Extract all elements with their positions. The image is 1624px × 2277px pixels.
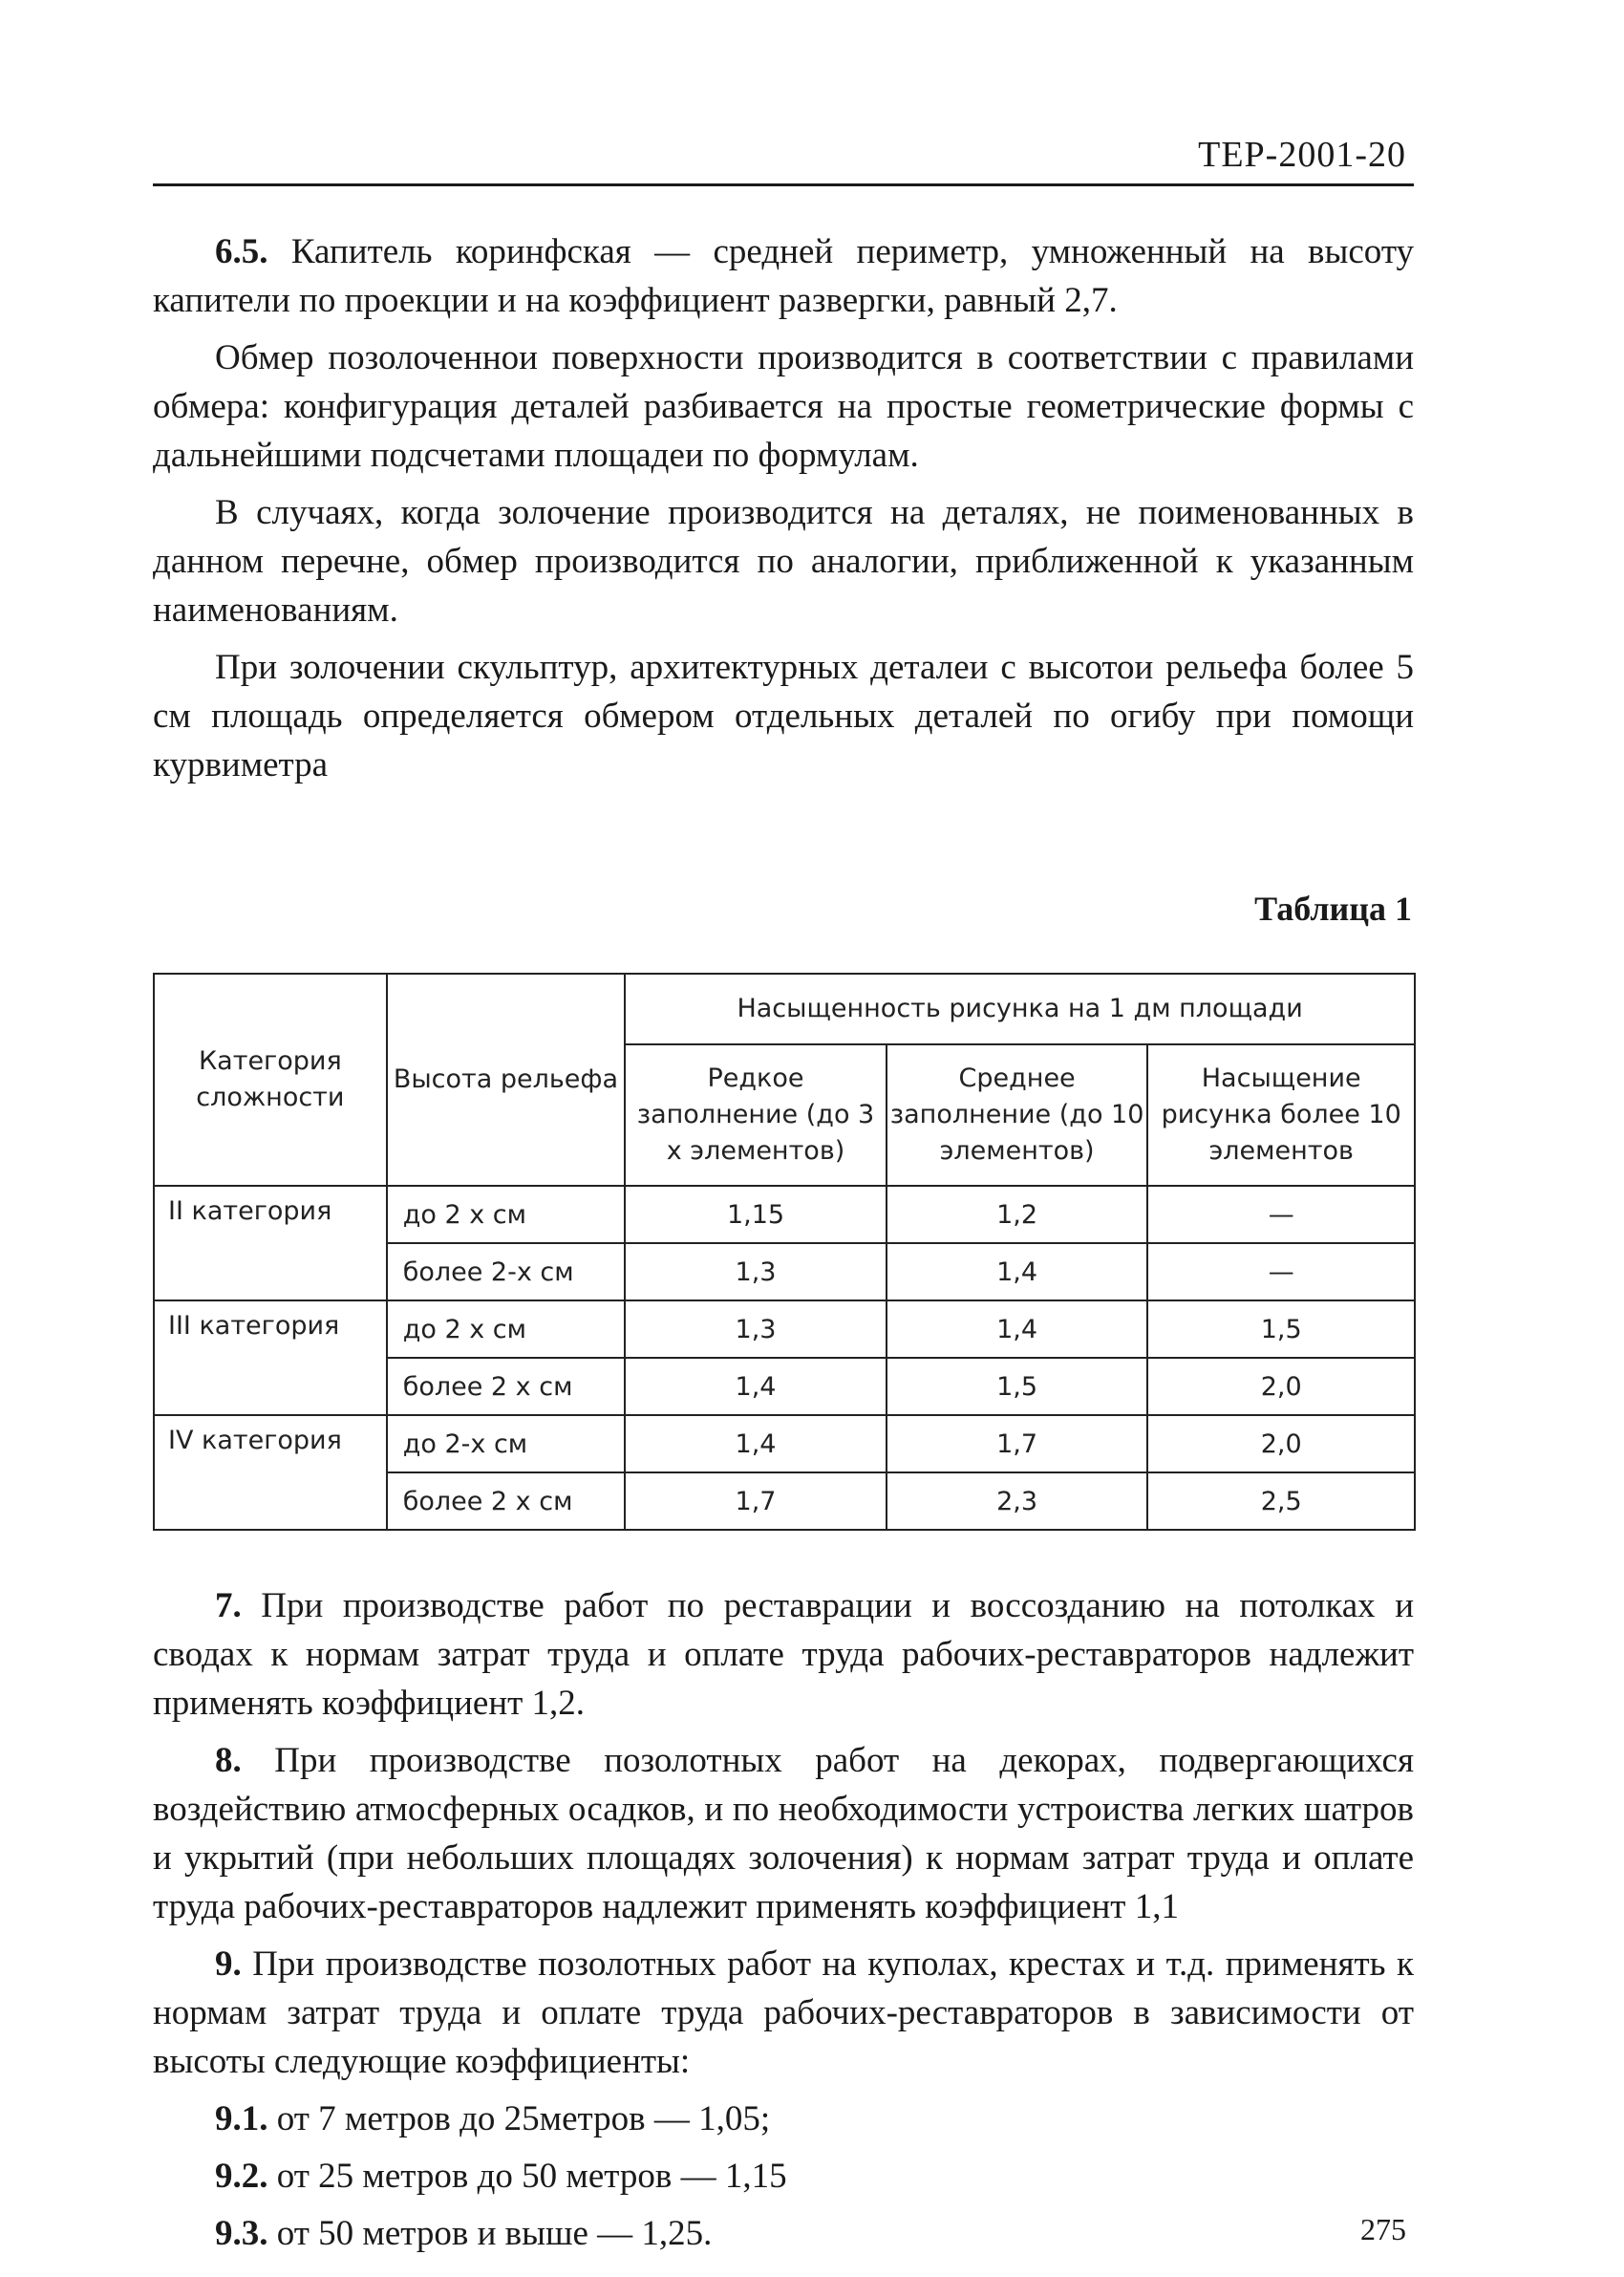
- paragraph-text: от 7 метров до 25метров — 1,05;: [267, 2099, 771, 2138]
- value-cell: 1,3: [625, 1300, 887, 1358]
- paragraph-text: от 25 метров до 50 метров — 1,15: [267, 2157, 787, 2196]
- height-cell: более 2 х см: [387, 1358, 626, 1415]
- bottom-text-block: [153, 1581, 1414, 2266]
- height-cell: более 2-х см: [387, 1243, 626, 1300]
- paragraph-text: Капитель коринфская — средней периметр, умноженный на высоту капители по проекции и на коэффициент развергки, равный 2,7.: [153, 232, 1414, 320]
- paragraph-number: 8.: [215, 1741, 242, 1780]
- table-row: [154, 1186, 1415, 1243]
- paragraph-text: В случаях, когда золочение производится на деталях, не поименованных в данном перечне, обмер производится по аналогии, приближенной к указанным наименованиям.: [153, 493, 1414, 630]
- value-cell: 1,15: [625, 1186, 887, 1243]
- value-cell: 1,4: [887, 1243, 1148, 1300]
- paragraph-number: 6.5.: [215, 232, 268, 271]
- value-cell: 1,4: [625, 1415, 887, 1472]
- paragraph-text: При производстве позолотных работ на куполах, крестах и т.д. применять к нормам затрат труда и оплате труда рабочих-реставраторов в зависимости от высоты следующие коэффициенты:: [153, 1944, 1414, 2081]
- table-caption: Таблица 1: [1254, 890, 1412, 928]
- paragraph-text: Обмер позолоченнои поверхности производится в соответствии с правилами обмера: конфигурация деталей разбивается на простые геометрические формы с дальнейшими подсчетами площадеи по формулам.: [153, 338, 1414, 475]
- value-cell: —: [1147, 1243, 1415, 1300]
- paragraph-number: 9.1.: [215, 2099, 268, 2138]
- paragraph-9-3: [153, 2209, 1414, 2258]
- header-dense-fill: Насыщение рисунка более 10 элементов: [1147, 1044, 1415, 1186]
- page-number: 275: [1360, 2212, 1406, 2246]
- header-pattern-density: Насыщенность рисунка на 1 дм площади: [625, 974, 1415, 1044]
- paragraph-9-2: [153, 2152, 1414, 2201]
- value-cell: 2,0: [1147, 1358, 1415, 1415]
- paragraph-number: 7.: [215, 1586, 242, 1625]
- paragraph-number: 9.: [215, 1944, 242, 1984]
- paragraph-gilding-measure: [153, 333, 1414, 480]
- value-cell: 1,3: [625, 1243, 887, 1300]
- value-cell: 1,5: [1147, 1300, 1415, 1358]
- paragraph-number: 9.3.: [215, 2214, 268, 2253]
- paragraph-9: [153, 1940, 1414, 2086]
- category-cell: II категория: [154, 1186, 387, 1300]
- header-height: Высота рельефа: [387, 974, 626, 1186]
- paragraph-7: [153, 1581, 1414, 1728]
- header-rule: [153, 183, 1414, 186]
- category-cell: III категория: [154, 1300, 387, 1415]
- value-cell: 2,5: [1147, 1472, 1415, 1530]
- header-category: Категория сложности: [154, 974, 387, 1186]
- value-cell: 1,2: [887, 1186, 1148, 1243]
- category-cell: IV категория: [154, 1415, 387, 1530]
- value-cell: 1,4: [887, 1300, 1148, 1358]
- header-medium-fill: Среднее заполнение (до 10 элементов): [887, 1044, 1148, 1186]
- paragraph-6-5: [153, 227, 1414, 325]
- height-cell: до 2 х см: [387, 1300, 626, 1358]
- paragraph-text: При производстве позолотных работ на декорах, подвергающихся воздействию атмосферных осадков, и по необходимости устроиства легких шатров и укрытий (при небольших площадях золочения) к нормам затрат труда и оплате труда рабочих-реставраторов надлежит применять коэффициент 1,1: [153, 1741, 1414, 1926]
- coefficient-table: [153, 973, 1416, 1531]
- paragraph-text: При золочении скульптур, архитектурных деталеи с высотои рельефа более 5 см площадь определяется обмером отдельных деталей по огибу при помощи курвиметра: [153, 648, 1414, 784]
- table-row: [154, 1415, 1415, 1472]
- paragraph-8: [153, 1736, 1414, 1931]
- paragraph-number: 9.2.: [215, 2157, 268, 2196]
- header-sparse-fill: Редкое заполнение (до 3 х элементов): [625, 1044, 887, 1186]
- paragraph-analogy: [153, 488, 1414, 634]
- value-cell: 2,0: [1147, 1415, 1415, 1472]
- height-cell: более 2 х см: [387, 1472, 626, 1530]
- height-cell: до 2 х см: [387, 1186, 626, 1243]
- height-cell: до 2-х см: [387, 1415, 626, 1472]
- value-cell: —: [1147, 1186, 1415, 1243]
- document-code: ТЕР-2001-20: [1198, 135, 1406, 175]
- paragraph-9-1: [153, 2094, 1414, 2143]
- paragraph-text: При производстве работ по реставрации и воссозданию на потолках и сводах к нормам затрат труда и оплате труда рабочих-реставраторов надлежит применять коэффициент 1,2.: [153, 1586, 1414, 1723]
- table-row: [154, 1300, 1415, 1358]
- value-cell: 1,7: [887, 1415, 1148, 1472]
- paragraph-text: от 50 метров и выше — 1,25.: [267, 2214, 713, 2253]
- paragraph-sculptures: [153, 643, 1414, 789]
- value-cell: 2,3: [887, 1472, 1148, 1530]
- value-cell: 1,7: [625, 1472, 887, 1530]
- top-text-block: [153, 227, 1414, 798]
- value-cell: 1,4: [625, 1358, 887, 1415]
- value-cell: 1,5: [887, 1358, 1148, 1415]
